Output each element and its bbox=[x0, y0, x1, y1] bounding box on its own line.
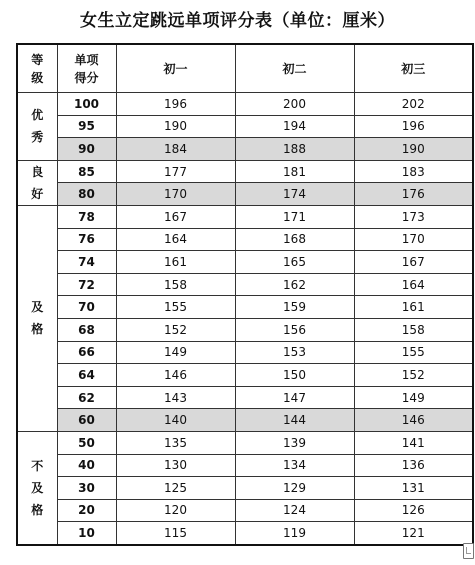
grade2-cell: 162 bbox=[235, 273, 354, 296]
grade2-cell: 139 bbox=[235, 431, 354, 454]
score-table bbox=[16, 43, 474, 546]
score-cell: 70 bbox=[57, 296, 116, 319]
table-row bbox=[17, 318, 473, 341]
grade1-cell: 120 bbox=[116, 499, 235, 522]
grade2-cell: 168 bbox=[235, 228, 354, 251]
grade3-cell: 183 bbox=[354, 160, 473, 183]
grade2-cell: 119 bbox=[235, 522, 354, 545]
score-cell: 80 bbox=[57, 183, 116, 206]
score-cell: 10 bbox=[57, 522, 116, 545]
score-cell: 30 bbox=[57, 477, 116, 500]
grade1-cell: 146 bbox=[116, 364, 235, 387]
grade2-cell: 150 bbox=[235, 364, 354, 387]
grade2-cell: 147 bbox=[235, 386, 354, 409]
header-row bbox=[17, 44, 473, 93]
score-cell: 74 bbox=[57, 251, 116, 274]
header-grade2: 初二 bbox=[235, 44, 354, 93]
grade1-cell: 125 bbox=[116, 477, 235, 500]
score-cell: 40 bbox=[57, 454, 116, 477]
grade3-cell: 149 bbox=[354, 386, 473, 409]
grade1-cell: 190 bbox=[116, 115, 235, 138]
table-row bbox=[17, 522, 473, 545]
grade1-cell: 177 bbox=[116, 160, 235, 183]
grade1-cell: 135 bbox=[116, 431, 235, 454]
table-row bbox=[17, 115, 473, 138]
grade2-cell: 165 bbox=[235, 251, 354, 274]
grade1-cell: 158 bbox=[116, 273, 235, 296]
score-cell: 64 bbox=[57, 364, 116, 387]
grade2-cell: 200 bbox=[235, 93, 354, 116]
score-cell: 50 bbox=[57, 431, 116, 454]
table-row bbox=[17, 477, 473, 500]
grade2-cell: 129 bbox=[235, 477, 354, 500]
grade3-cell: 152 bbox=[354, 364, 473, 387]
grade1-cell: 161 bbox=[116, 251, 235, 274]
grade3-cell: 170 bbox=[354, 228, 473, 251]
grade1-cell: 149 bbox=[116, 341, 235, 364]
grade2-cell: 171 bbox=[235, 205, 354, 228]
grade1-cell: 140 bbox=[116, 409, 235, 432]
grade1-cell: 170 bbox=[116, 183, 235, 206]
table-row bbox=[17, 251, 473, 274]
grade2-cell: 159 bbox=[235, 296, 354, 319]
grade3-cell: 190 bbox=[354, 138, 473, 161]
grade3-cell: 121 bbox=[354, 522, 473, 545]
grade3-cell: 155 bbox=[354, 341, 473, 364]
grade2-cell: 153 bbox=[235, 341, 354, 364]
table-row bbox=[17, 296, 473, 319]
table-row bbox=[17, 93, 473, 116]
table-row bbox=[17, 138, 473, 161]
score-cell: 72 bbox=[57, 273, 116, 296]
grade3-cell: 167 bbox=[354, 251, 473, 274]
level-cell: 不 及 格 bbox=[17, 431, 57, 544]
grade2-cell: 194 bbox=[235, 115, 354, 138]
score-cell: 66 bbox=[57, 341, 116, 364]
score-cell: 85 bbox=[57, 160, 116, 183]
table-row bbox=[17, 386, 473, 409]
page-title: 女生立定跳远单项评分表（单位：厘米） bbox=[80, 11, 395, 31]
grade1-cell: 184 bbox=[116, 138, 235, 161]
table-row bbox=[17, 499, 473, 522]
grade3-cell: 161 bbox=[354, 296, 473, 319]
level-cell: 良 好 bbox=[17, 160, 57, 205]
grade3-cell: 176 bbox=[354, 183, 473, 206]
grade2-cell: 144 bbox=[235, 409, 354, 432]
grade1-cell: 155 bbox=[116, 296, 235, 319]
grade3-cell: 173 bbox=[354, 205, 473, 228]
grade1-cell: 143 bbox=[116, 386, 235, 409]
grade1-cell: 196 bbox=[116, 93, 235, 116]
level-cell: 及 格 bbox=[17, 205, 57, 431]
grade2-cell: 174 bbox=[235, 183, 354, 206]
grade3-cell: 136 bbox=[354, 454, 473, 477]
table-row bbox=[17, 341, 473, 364]
table-row bbox=[17, 431, 473, 454]
grade2-cell: 134 bbox=[235, 454, 354, 477]
grade2-cell: 124 bbox=[235, 499, 354, 522]
grade3-cell: 146 bbox=[354, 409, 473, 432]
grade3-cell: 158 bbox=[354, 318, 473, 341]
grade1-cell: 115 bbox=[116, 522, 235, 545]
score-cell: 76 bbox=[57, 228, 116, 251]
table-row bbox=[17, 364, 473, 387]
score-cell: 20 bbox=[57, 499, 116, 522]
header-level: 等 级 bbox=[17, 44, 57, 93]
table-row bbox=[17, 454, 473, 477]
score-cell: 68 bbox=[57, 318, 116, 341]
header-grade1: 初一 bbox=[116, 44, 235, 93]
table-row bbox=[17, 409, 473, 432]
score-cell: 60 bbox=[57, 409, 116, 432]
level-cell: 优 秀 bbox=[17, 93, 57, 161]
grade2-cell: 156 bbox=[235, 318, 354, 341]
grade3-cell: 196 bbox=[354, 115, 473, 138]
header-grade3: 初三 bbox=[354, 44, 473, 93]
table-row bbox=[17, 228, 473, 251]
grade3-cell: 164 bbox=[354, 273, 473, 296]
score-cell: 90 bbox=[57, 138, 116, 161]
score-cell: 78 bbox=[57, 205, 116, 228]
table-row bbox=[17, 273, 473, 296]
grade3-cell: 202 bbox=[354, 93, 473, 116]
grade3-cell: 126 bbox=[354, 499, 473, 522]
score-cell: 95 bbox=[57, 115, 116, 138]
table-row bbox=[17, 183, 473, 206]
grade1-cell: 167 bbox=[116, 205, 235, 228]
grade2-cell: 188 bbox=[235, 138, 354, 161]
grade3-cell: 131 bbox=[354, 477, 473, 500]
document-icon bbox=[463, 543, 474, 559]
grade1-cell: 164 bbox=[116, 228, 235, 251]
grade1-cell: 130 bbox=[116, 454, 235, 477]
table-row bbox=[17, 205, 473, 228]
grade3-cell: 141 bbox=[354, 431, 473, 454]
score-cell: 100 bbox=[57, 93, 116, 116]
score-cell: 62 bbox=[57, 386, 116, 409]
grade1-cell: 152 bbox=[116, 318, 235, 341]
grade2-cell: 181 bbox=[235, 160, 354, 183]
header-score: 单项 得分 bbox=[57, 44, 116, 93]
table-row bbox=[17, 160, 473, 183]
